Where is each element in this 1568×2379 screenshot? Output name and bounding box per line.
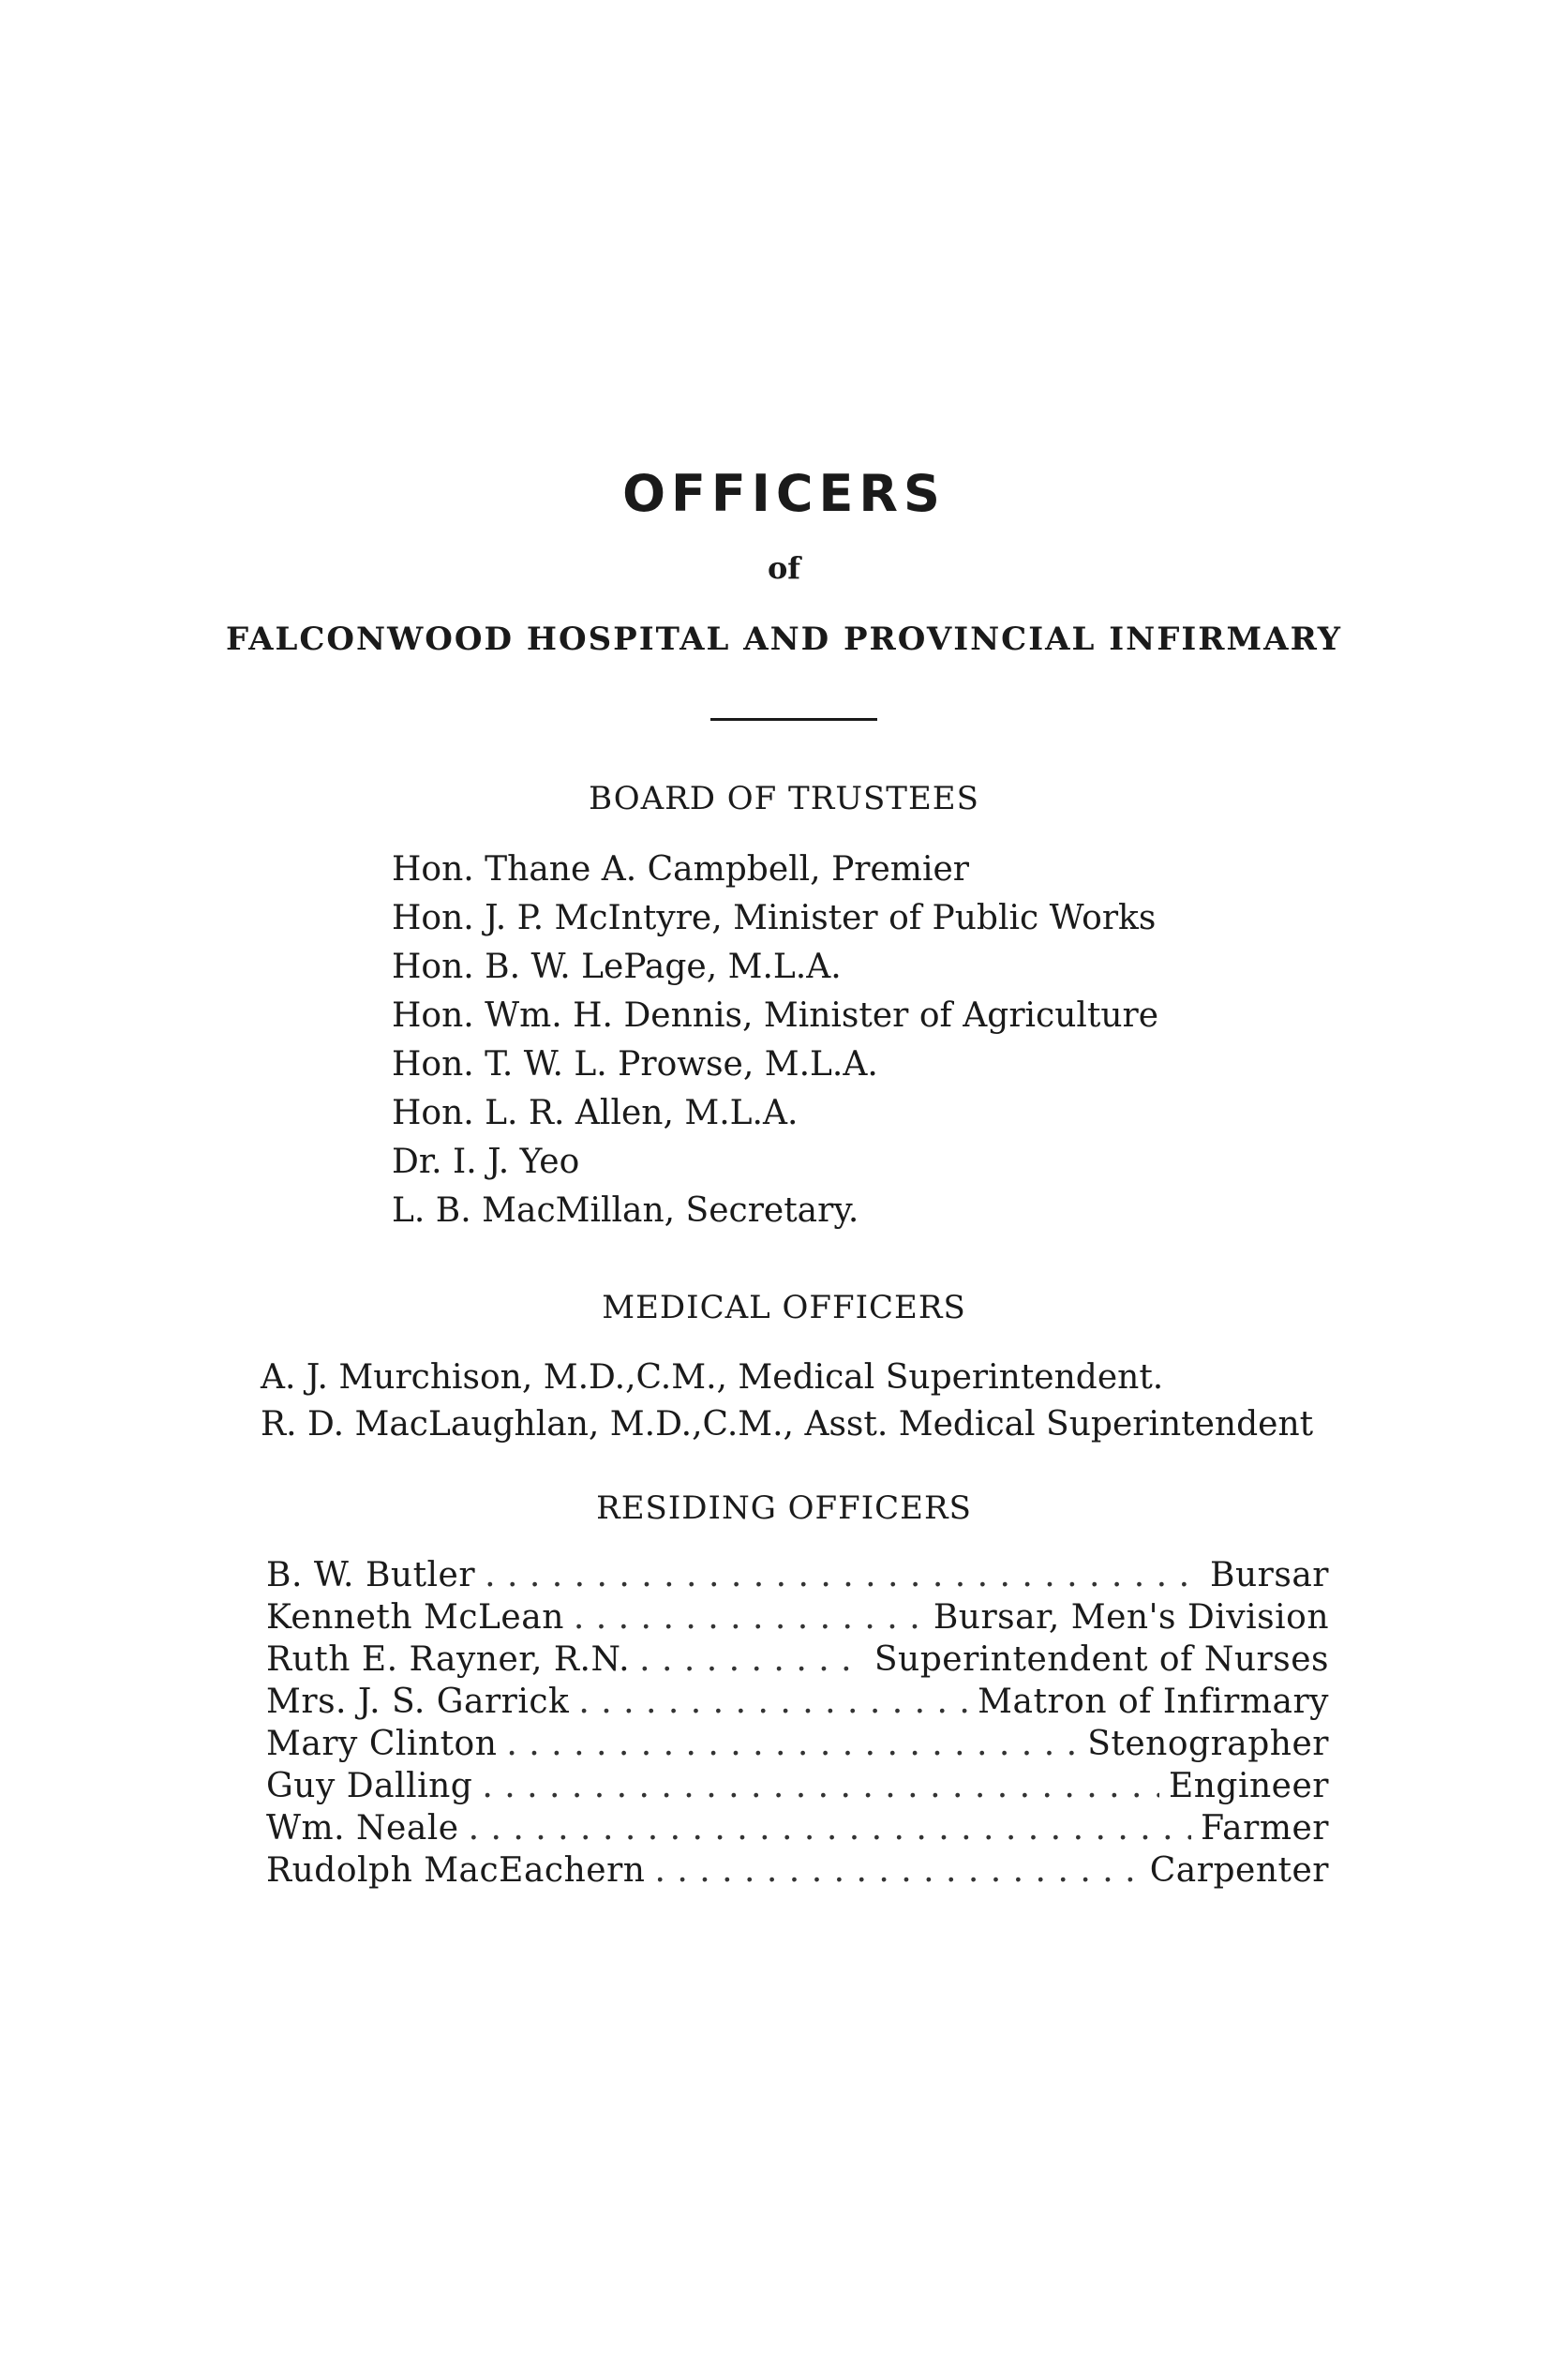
officer-role: Farmer — [1201, 1809, 1329, 1848]
medical-officers-list — [261, 1354, 1313, 1448]
title-connector: of — [767, 550, 801, 586]
officer-name: Mary Clinton — [266, 1725, 498, 1763]
dot-leader — [574, 1596, 924, 1638]
officer-role: Stenographer — [1087, 1725, 1329, 1763]
title-divider — [710, 718, 877, 721]
officer-role: Matron of Infirmary — [978, 1683, 1329, 1721]
residing-officer-row — [266, 1638, 1329, 1681]
dot-leader — [506, 1723, 1078, 1765]
trustee-item: L. B. MacMillan, Secretary. — [392, 1191, 859, 1230]
officer-name: Kenneth McLean — [266, 1598, 564, 1637]
dot-leader — [654, 1849, 1140, 1892]
trustee-item: Hon. L. R. Allen, M.L.A. — [392, 1094, 799, 1132]
officer-name: Wm. Neale — [266, 1809, 459, 1848]
trustee-item: Hon. B. W. LePage, M.L.A. — [392, 948, 842, 986]
officer-name: Ruth E. Rayner, R.N. — [266, 1640, 631, 1679]
page-title: OFFICERS — [622, 464, 946, 523]
dot-leader — [578, 1681, 968, 1723]
officer-role: Superintendent of Nurses — [874, 1640, 1329, 1679]
medical-officers-heading: MEDICAL OFFICERS — [602, 1289, 966, 1326]
dot-leader — [639, 1638, 865, 1681]
residing-officers-list — [266, 1554, 1329, 1892]
trustees-list — [392, 845, 1158, 1235]
dot-leader — [469, 1807, 1192, 1849]
dot-leader — [485, 1554, 1201, 1596]
residing-officer-row — [266, 1807, 1329, 1849]
board-of-trustees-heading: BOARD OF TRUSTEES — [589, 780, 979, 817]
trustee-item: Hon. Thane A. Campbell, Premier — [392, 850, 969, 889]
medical-officer-item: R. D. MacLaughlan, M.D.,C.M., Asst. Medical Superintendent — [261, 1405, 1314, 1444]
residing-officers-heading: RESIDING OFFICERS — [596, 1489, 972, 1527]
residing-officer-row — [266, 1596, 1329, 1638]
residing-officer-row — [266, 1554, 1329, 1596]
residing-officer-row — [266, 1681, 1329, 1723]
officer-role: Engineer — [1168, 1767, 1329, 1805]
dot-leader — [482, 1765, 1159, 1807]
officer-name: B. W. Butler — [266, 1556, 476, 1594]
residing-officer-row — [266, 1765, 1329, 1807]
officer-name: Mrs. J. S. Garrick — [266, 1683, 570, 1721]
residing-officer-row — [266, 1849, 1329, 1892]
institution-name: FALCONWOOD HOSPITAL AND PROVINCIAL INFIRMARY — [225, 621, 1343, 658]
trustee-item: Hon. Wm. H. Dennis, Minister of Agriculture — [392, 996, 1159, 1035]
officer-role: Bursar — [1210, 1556, 1329, 1594]
officer-role: Carpenter — [1149, 1851, 1329, 1890]
residing-officer-row — [266, 1723, 1329, 1765]
trustee-item: Dr. I. J. Yeo — [392, 1143, 580, 1181]
officer-name: Rudolph MacEachern — [266, 1851, 646, 1890]
officer-role: Bursar, Men's Division — [933, 1598, 1329, 1637]
officer-name: Guy Dalling — [266, 1767, 473, 1805]
trustee-item: Hon. J. P. McIntyre, Minister of Public Works — [392, 899, 1157, 937]
trustee-item: Hon. T. W. L. Prowse, M.L.A. — [392, 1045, 878, 1084]
medical-officer-item: A. J. Murchison, M.D.,C.M., Medical Superintendent. — [261, 1358, 1164, 1397]
